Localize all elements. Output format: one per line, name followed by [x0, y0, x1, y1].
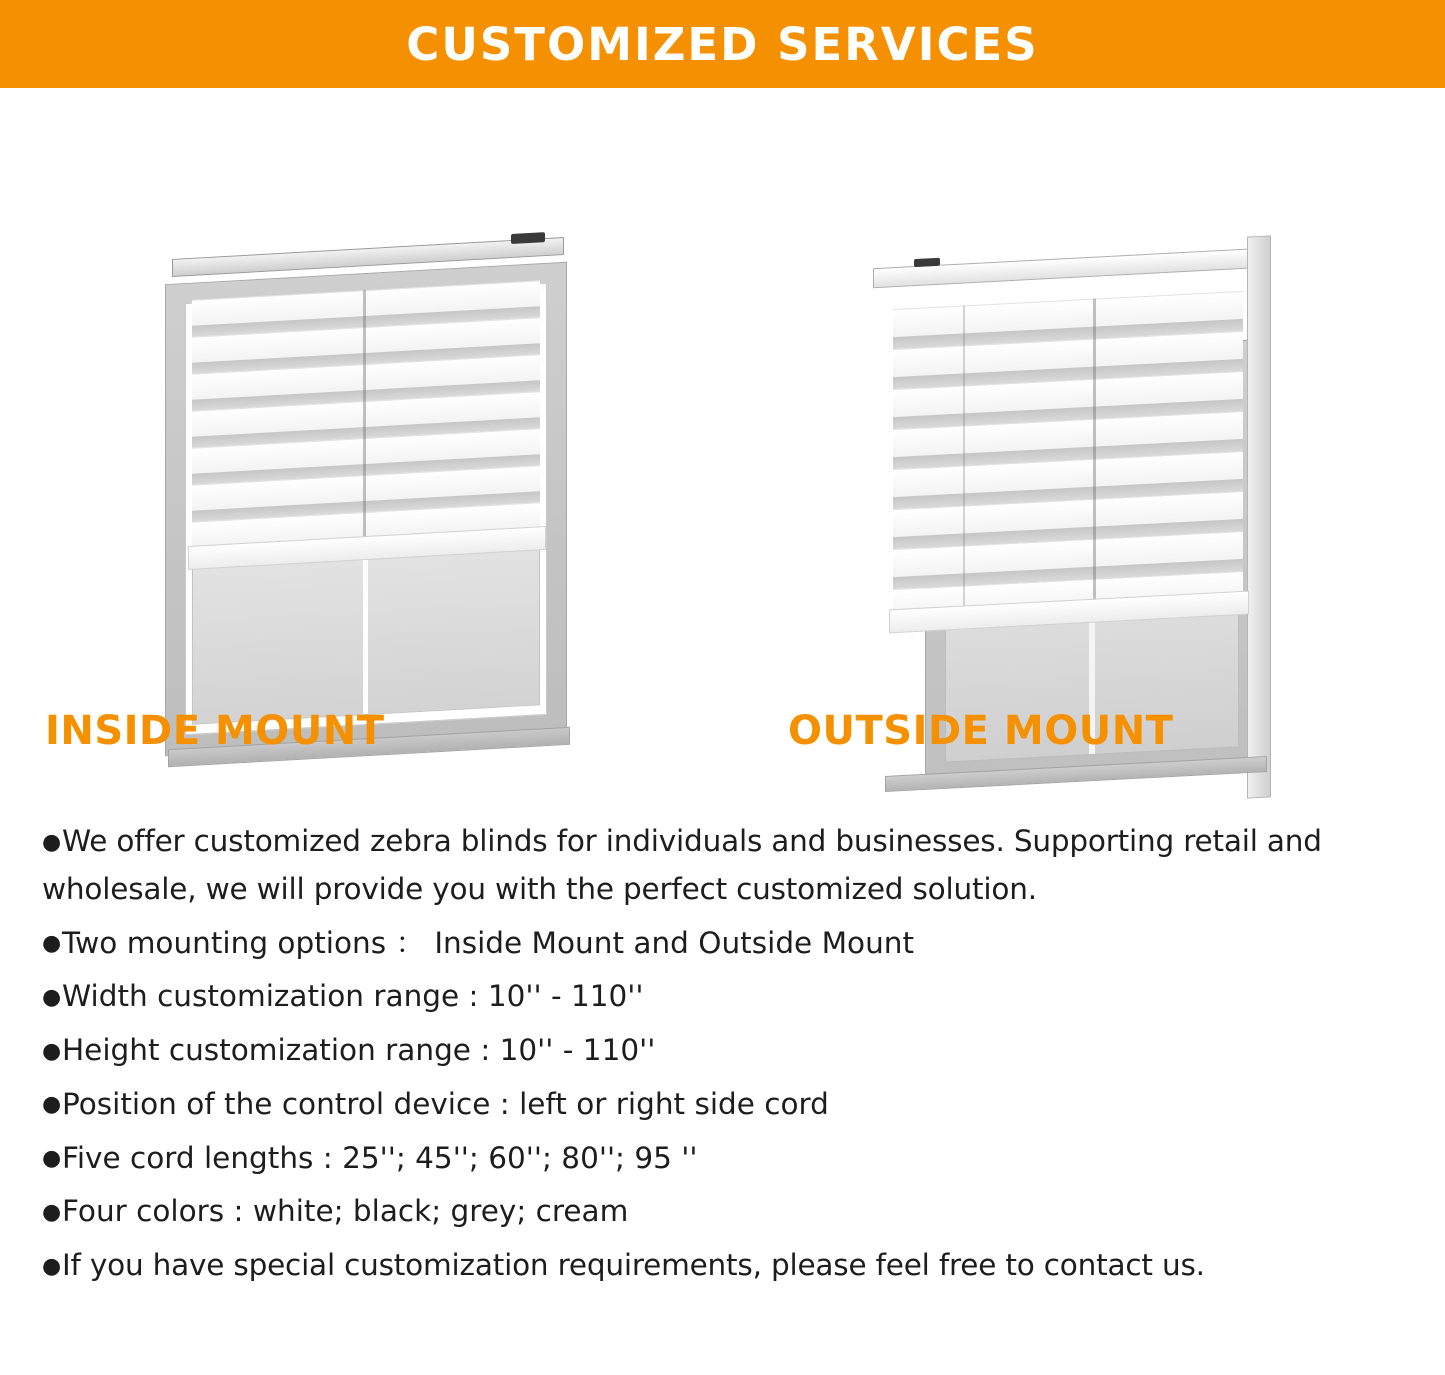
feature-bullet-list	[0, 798, 1445, 1290]
inside-mount-illustration	[150, 218, 580, 748]
bullet-item	[42, 1081, 1411, 1129]
bullet-marker-icon: ●	[42, 1038, 62, 1064]
caption-inside-mount: INSIDE MOUNT	[45, 708, 385, 754]
bullet-item	[42, 1242, 1411, 1290]
bullet-item	[42, 1188, 1411, 1236]
bullet-marker-icon: ●	[42, 931, 62, 957]
bullet-marker-icon: ●	[42, 1199, 62, 1225]
illustration-area	[0, 88, 1445, 708]
bullet-text: If you have special customization requirements, please feel free to contact us.	[62, 1248, 1205, 1283]
zebra-slats-inside	[192, 280, 540, 561]
caption-outside-mount: OUTSIDE MOUNT	[788, 708, 1174, 754]
bullet-text: Four colors : white; black; grey; cream	[62, 1194, 629, 1229]
bullet-text: Two mounting options ： Inside Mount and Outside Mount	[62, 925, 915, 960]
zebra-slats-outside	[893, 291, 1243, 619]
bullet-item	[42, 973, 1411, 1021]
bullet-item	[42, 818, 1411, 914]
bullet-text: Height customization range : 10'' - 110''	[62, 1033, 656, 1068]
window-mullion-inside	[363, 549, 368, 714]
headrail-bracket-icon	[511, 232, 545, 244]
bullet-marker-icon: ●	[42, 1092, 62, 1118]
bullet-text: Position of the control device : left or right side cord	[62, 1086, 829, 1121]
blind-headrail-outside	[873, 248, 1265, 289]
figure-captions	[0, 708, 1445, 798]
bullet-item	[42, 1027, 1411, 1075]
bullet-marker-icon: ●	[42, 829, 62, 855]
header-banner	[0, 0, 1445, 88]
headrail-bracket-icon	[914, 258, 940, 267]
bullet-marker-icon: ●	[42, 1146, 62, 1172]
bullet-marker-icon: ●	[42, 1253, 62, 1279]
bullet-text: Five cord lengths : 25''; 45''; 60''; 80''; 95 ''	[62, 1140, 698, 1175]
page-title: CUSTOMIZED SERVICES	[406, 17, 1039, 71]
bullet-marker-icon: ●	[42, 984, 62, 1010]
bullet-text: We offer customized zebra blinds for individuals and businesses. Supporting retail and wholesale, we will provide you with the perfect customized solution.	[42, 824, 1322, 906]
bullet-item	[42, 1135, 1411, 1183]
bullet-text: Width customization range : 10'' - 110''	[62, 979, 644, 1014]
bullet-item	[42, 920, 1411, 968]
